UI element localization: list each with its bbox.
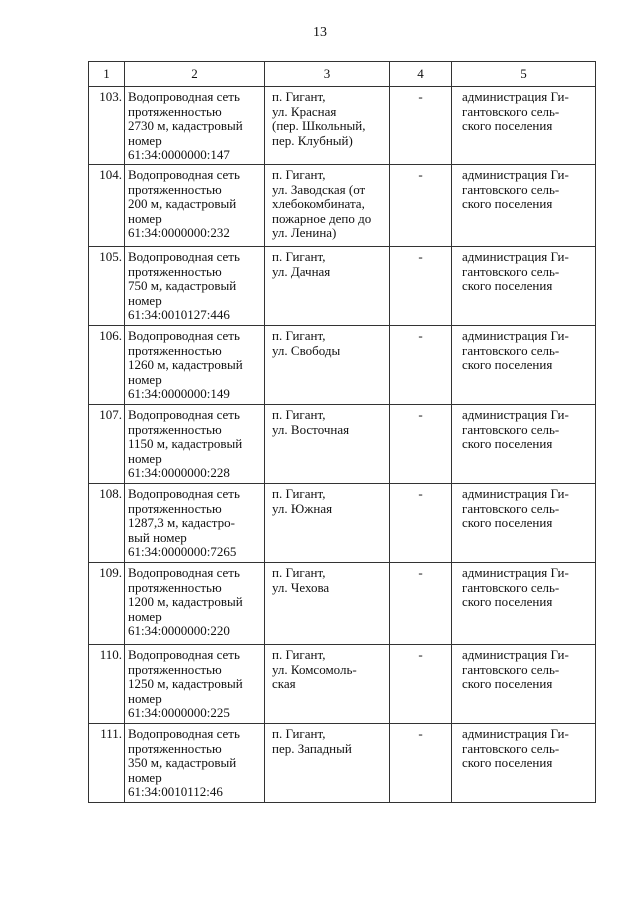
object-name: Водопроводная сеть протяженностью 2730 м, кадастровый номер 61:34:0000000:147 bbox=[125, 87, 265, 165]
column-header: 4 bbox=[390, 62, 452, 87]
row-number: 107. bbox=[89, 405, 125, 484]
object-name: Водопроводная сеть протяженностью 1200 м, кадастровый номер 61:34:0000000:220 bbox=[125, 563, 265, 645]
owner-name: администрация Ги- гантовского сель- ского поселения bbox=[452, 165, 596, 247]
column-header: 1 bbox=[89, 62, 125, 87]
object-name: Водопроводная сеть протяженностью 1260 м, кадастровый номер 61:34:0000000:149 bbox=[125, 326, 265, 405]
row-number: 110. bbox=[89, 645, 125, 724]
owner-name: администрация Ги- гантовского сель- ского поселения bbox=[452, 87, 596, 165]
object-address: п. Гигант, ул. Красная (пер. Школьный, пер. Клубный) bbox=[265, 87, 390, 165]
row-number: 106. bbox=[89, 326, 125, 405]
owner-name: администрация Ги- гантовского сель- ского поселения bbox=[452, 563, 596, 645]
object-name: Водопроводная сеть протяженностью 200 м, кадастровый номер 61:34:0000000:232 bbox=[125, 165, 265, 247]
row-number: 108. bbox=[89, 484, 125, 563]
owner-name: администрация Ги- гантовского сель- ского поселения bbox=[452, 645, 596, 724]
row-number: 105. bbox=[89, 247, 125, 326]
owner-name: администрация Ги- гантовского сель- ского поселения bbox=[452, 484, 596, 563]
object-address: п. Гигант, ул. Восточная bbox=[265, 405, 390, 484]
table-row bbox=[89, 326, 596, 405]
column-4-value: - bbox=[390, 247, 452, 326]
object-address: п. Гигант, ул. Заводская (от хлебокомбината, пожарное депо до ул. Ленина) bbox=[265, 165, 390, 247]
owner-name: администрация Ги- гантовского сель- ского поселения bbox=[452, 405, 596, 484]
table-row bbox=[89, 563, 596, 645]
table-row bbox=[89, 165, 596, 247]
column-4-value: - bbox=[390, 724, 452, 803]
table-header-row bbox=[89, 62, 596, 87]
column-4-value: - bbox=[390, 87, 452, 165]
owner-name: администрация Ги- гантовского сель- ского поселения bbox=[452, 326, 596, 405]
column-header: 5 bbox=[452, 62, 596, 87]
table-row bbox=[89, 87, 596, 165]
object-name: Водопроводная сеть протяженностью 1150 м, кадастровый номер 61:34:0000000:228 bbox=[125, 405, 265, 484]
table-row bbox=[89, 645, 596, 724]
object-address: п. Гигант, ул. Свободы bbox=[265, 326, 390, 405]
object-address: п. Гигант, ул. Чехова bbox=[265, 563, 390, 645]
column-4-value: - bbox=[390, 645, 452, 724]
table-row bbox=[89, 247, 596, 326]
table-row bbox=[89, 484, 596, 563]
object-name: Водопроводная сеть протяженностью 350 м, кадастровый номер 61:34:0010112:46 bbox=[125, 724, 265, 803]
row-number: 109. bbox=[89, 563, 125, 645]
column-4-value: - bbox=[390, 405, 452, 484]
property-register-table bbox=[88, 61, 596, 803]
row-number: 103. bbox=[89, 87, 125, 165]
owner-name: администрация Ги- гантовского сель- ского поселения bbox=[452, 247, 596, 326]
page-number: 13 bbox=[313, 25, 327, 40]
column-4-value: - bbox=[390, 484, 452, 563]
table-row bbox=[89, 405, 596, 484]
column-header: 2 bbox=[125, 62, 265, 87]
column-4-value: - bbox=[390, 165, 452, 247]
owner-name: администрация Ги- гантовского сель- ского поселения bbox=[452, 724, 596, 803]
object-name: Водопроводная сеть протяженностью 750 м, кадастровый номер 61:34:0010127:446 bbox=[125, 247, 265, 326]
object-address: п. Гигант, ул. Дачная bbox=[265, 247, 390, 326]
table-row bbox=[89, 724, 596, 803]
object-address: п. Гигант, ул. Комсомоль- ская bbox=[265, 645, 390, 724]
object-address: п. Гигант, пер. Западный bbox=[265, 724, 390, 803]
object-name: Водопроводная сеть протяженностью 1250 м, кадастровый номер 61:34:0000000:225 bbox=[125, 645, 265, 724]
row-number: 111. bbox=[89, 724, 125, 803]
column-4-value: - bbox=[390, 563, 452, 645]
object-address: п. Гигант, ул. Южная bbox=[265, 484, 390, 563]
column-header: 3 bbox=[265, 62, 390, 87]
row-number: 104. bbox=[89, 165, 125, 247]
object-name: Водопроводная сеть протяженностью 1287,3 м, кадастро- вый номер 61:34:0000000:7265 bbox=[125, 484, 265, 563]
column-4-value: - bbox=[390, 326, 452, 405]
